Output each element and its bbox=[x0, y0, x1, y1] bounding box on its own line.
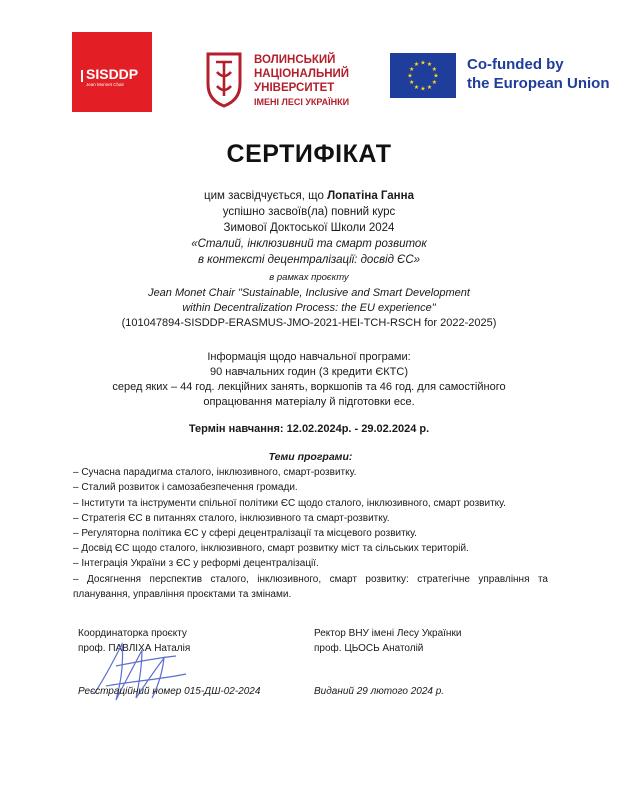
within-project bbox=[40, 272, 578, 284]
topic-item: – Стратегія ЄС в питаннях сталого, інклюзивного та смарт-розвитку. bbox=[73, 512, 390, 524]
eu-cofunded-text bbox=[467, 55, 610, 93]
course-title-line2: в контексті децентралізації: досвід ЄС» bbox=[197, 254, 421, 266]
program-hours: 90 навчальних годин (3 кредити ЄКТС) bbox=[209, 366, 409, 378]
project-id bbox=[40, 316, 578, 331]
sisddp-logo-subtitle: Jean Monnet Chair bbox=[86, 82, 125, 87]
eu-star-icon: ★ bbox=[413, 84, 420, 91]
university-name-line4: ІМЕНІ ЛЕСІ УКРАЇНКИ bbox=[254, 97, 350, 107]
university-name-line1: ВОЛИНСЬКИЙ bbox=[254, 54, 336, 66]
rector-name: проф. ЦЬОСЬ Анатолій bbox=[314, 643, 424, 654]
eu-text-line2: the European Union bbox=[467, 75, 610, 92]
program-info bbox=[40, 350, 578, 410]
sisddp-logo-mark bbox=[81, 70, 83, 82]
coordinator-name: проф. ПАВЛІХА Наталія bbox=[78, 643, 191, 654]
eu-star-icon: ★ bbox=[409, 67, 415, 73]
rector-block bbox=[314, 626, 461, 656]
eu-star-icon: ★ bbox=[413, 62, 420, 69]
eu-star-icon: ★ bbox=[433, 73, 439, 80]
project-title-line1: Jean Monet Chair "Sustainable, Inclusive and Smart Development bbox=[148, 287, 470, 299]
eu-star-icon: ★ bbox=[426, 62, 433, 69]
topic-item: – Регуляторна політика ЄС у сфері децентралізації та місцевого розвитку. bbox=[73, 528, 417, 540]
certify-prefix: цим засвідчується, що bbox=[204, 190, 328, 202]
issue-date: Виданий 29 лютого 2024 р. bbox=[314, 686, 445, 697]
topics-heading: Теми програми: bbox=[268, 451, 353, 463]
eu-text-line1: Co-funded by bbox=[467, 56, 564, 73]
course-title bbox=[40, 236, 578, 268]
study-term-line: Термін навчання: 12.02.2024р. - 29.02.2024 р. bbox=[188, 423, 430, 435]
topic-item: – Інтеграція України з ЄС у реформі децентралізації. bbox=[73, 558, 319, 570]
sisddp-logo-name: SISDDP bbox=[86, 66, 139, 82]
topic-item: – Сучасна парадигма сталого, інклюзивного, смарт-розвитку. bbox=[73, 467, 357, 479]
school-name bbox=[40, 220, 578, 236]
school-name-line: Зимової Доктоської Школи 2024 bbox=[223, 222, 395, 234]
topic-item: – Досягнення перспектив сталого, інклюзивного, смарт розвитку: стратегічне управління та планування, управління проєктами та змінами. bbox=[73, 573, 548, 600]
eu-flag-icon bbox=[390, 53, 456, 98]
eu-star-icon: ★ bbox=[407, 73, 413, 80]
project-id-line: (101047894-SISDDP-ERASMUS-JMO-2021-HEI-TCH-RSCH for 2022-2025) bbox=[121, 317, 497, 329]
project-title-line2: within Decentralization Process: the EU experience" bbox=[182, 302, 436, 314]
university-name-line3: УНІВЕРСИТЕТ bbox=[254, 82, 335, 94]
certify-line bbox=[40, 188, 578, 204]
program-detail-line1: серед яких – 44 год. лекційних занять, воркшопів та 46 год. для самостійного bbox=[112, 381, 506, 393]
within-project-line: в рамках проєкту bbox=[269, 272, 349, 283]
university-name-line2: НАЦІОНАЛЬНИЙ bbox=[254, 68, 350, 80]
completed-text-line: успішно засвоїв(ла) повний курс bbox=[222, 206, 396, 218]
university-name bbox=[254, 53, 349, 109]
eu-star-icon: ★ bbox=[431, 80, 437, 86]
rector-role: Ректор ВНУ імені Лесу Українки bbox=[314, 628, 462, 639]
university-crest-icon bbox=[205, 50, 243, 108]
eu-star-icon: ★ bbox=[409, 80, 415, 86]
course-title-line1: «Сталий, інклюзивний та смарт розвиток bbox=[191, 238, 427, 250]
registration-number: Реєстраційний номер 015-ДШ-02-2024 bbox=[78, 686, 261, 697]
topics-section bbox=[73, 450, 548, 602]
eu-star-icon: ★ bbox=[426, 84, 433, 91]
topic-item: – Інститути та інструменти спільної політики ЄС щодо сталого, інклюзивного, смарт розвитку. bbox=[73, 497, 506, 509]
certificate-title: СЕРТИФІКАТ bbox=[226, 140, 392, 168]
eu-star-icon: ★ bbox=[431, 67, 437, 73]
coordinator-role: Координаторка проєкту bbox=[78, 628, 187, 639]
recipient-name: Лопатіна Ганна bbox=[327, 190, 414, 202]
topic-item: – Сталий розвиток і самозабезпечення громади. bbox=[73, 482, 298, 494]
program-detail-line2: опрацювання матеріалу й підготовки есе. bbox=[203, 396, 415, 408]
study-term bbox=[40, 422, 578, 437]
completed-text bbox=[40, 204, 578, 220]
topic-item: – Досвід ЄС щодо сталого, інклюзивного, смарт розвитку міст та сільських територій. bbox=[73, 543, 469, 555]
project-title bbox=[40, 286, 578, 316]
program-info-title: Інформація щодо навчальної програми: bbox=[207, 351, 411, 363]
eu-star-icon: ★ bbox=[420, 60, 426, 67]
sisddp-logo bbox=[72, 32, 152, 112]
eu-star-icon: ★ bbox=[420, 86, 426, 93]
